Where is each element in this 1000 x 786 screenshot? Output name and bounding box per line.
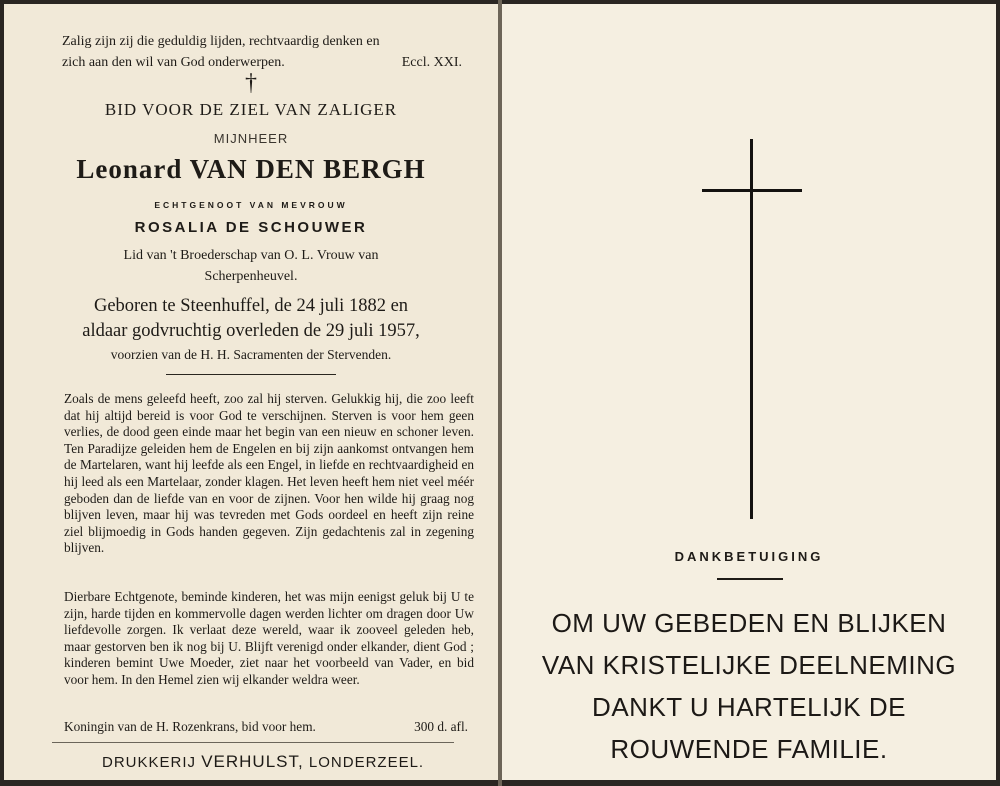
sacraments-line: voorzien van de H. H. Sacramenten der Stervenden. (110, 347, 392, 362)
scripture-line-1: Zalig zijn zij die geduldig lijden, rechtvaardig denken en (62, 34, 380, 49)
spouse-label: ECHTGENOOT VAN MEVROUW (154, 200, 348, 210)
printer-place: LONDERZEEL. (308, 754, 425, 771)
thanks-heading: DANKBETUIGING (674, 549, 824, 564)
small-cross-icon: † (245, 70, 257, 96)
deceased-name: Leonard VAN DEN BERGH (76, 154, 426, 184)
spouse-name: ROSALIA DE SCHOUWER (134, 219, 368, 236)
cross-horizontal-bar (702, 189, 802, 192)
birth-death-dates (4, 294, 498, 344)
printer-credit (102, 752, 424, 772)
printer-name: VERHULST, (201, 752, 304, 771)
thanks-line-1: OM UW GEBEDEN EN BLIJKEN (551, 608, 947, 638)
honorific: MIJNHEER (213, 131, 289, 146)
thanks-line-4: ROUWENDE FAMILIE. (610, 734, 888, 764)
brotherhood-membership (4, 245, 498, 287)
cross-vertical-bar (750, 139, 753, 519)
memorial-card-left-page (4, 4, 498, 780)
thanks-line-3: DANKT U HARTELIJK DE (592, 692, 906, 722)
closing-prayer (64, 719, 468, 735)
scripture-reference: Eccl. XXI. (401, 55, 462, 70)
scripture-line-2: zich aan den wil van God onderwerpen. (62, 55, 285, 70)
farewell-paragraph: Dierbare Echtgenote, beminde kinderen, het was mijn eenigst geluk bij U te zijn, harde tijden en kommervolle dagen werden lichter om dragen door Uw liefdevolle zorgen. Ik verlaat deze wereld, waar ik zooveel geleden heb, maar gestorven ben ik nog bij U. Blijft verenigd onder elkander, dient God ; kinderen bemint Uwe Moeder, ziet naar het voorbeeld van Vader, en bid voor hem. In den Hemel zien wij elkander weldra weer. (64, 589, 474, 687)
death-line: aldaar godvruchtig overleden de 29 juli 1957, (82, 321, 420, 341)
membership-line-1: Lid van 't Broederschap van O. L. Vrouw van (123, 248, 379, 263)
rosary-invocation: Koningin van de H. Rozenkrans, bid voor hem. (64, 719, 316, 734)
eulogy-paragraph: Zoals de mens geleefd heeft, zoo zal hij sterven. Gelukkig hij, die zoo leeft dat hij altijd bereid is voor God te verschijnen. Sterven is voor hem geen verlies, de dood geen einde maar het begin van een nieuw en schoner leven. Ten Paradijze geleiden hem de Engelen en bij zijn aankomst ontvangen hem de Martelaren, want hij leefde als een Engel, in liefde en rechtvaardigheid en hij leed als een Martelaar, zonder klagen. Het leven heeft hem niet veel méér geboden dan de liefde van en voor de zijnen. Voor hen wilde hij graag nog blijven leven, maar hij was tevreden met Gods oordeel en heeft zijn reine ziel blijmoedig in Gods handen gegeven. Zijn gedachtenis zal in zegening blijven. (64, 391, 474, 556)
footer-divider (52, 742, 454, 743)
prayer-request-heading: BID VOOR DE ZIEL VAN ZALIGER (104, 100, 398, 119)
thanks-divider (717, 578, 783, 580)
birth-line: Geboren te Steenhuffel, de 24 juli 1882 en (93, 296, 409, 316)
indulgence-note: 300 d. afl. (414, 719, 468, 734)
thanks-line-2: VAN KRISTELIJKE DEELNEMING (541, 650, 957, 680)
membership-line-2: Scherpenheuvel. (204, 269, 298, 284)
memorial-card-right-page (502, 4, 996, 780)
scripture-quote (62, 31, 462, 73)
divider (166, 374, 336, 375)
printer-prefix: DRUKKERIJ (102, 754, 197, 771)
